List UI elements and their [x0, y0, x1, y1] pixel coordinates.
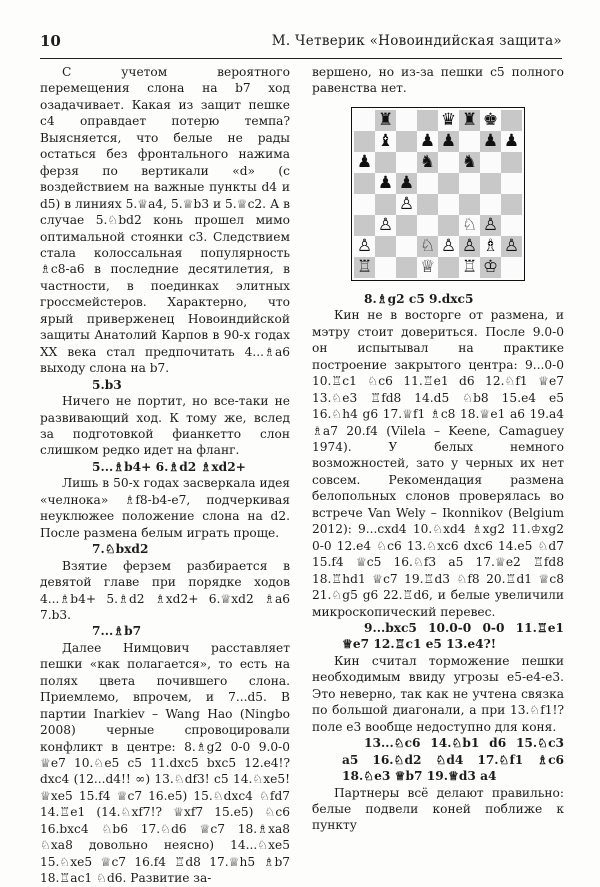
board-square — [396, 152, 417, 173]
board-square: ♟ — [375, 173, 396, 194]
board-square — [459, 131, 480, 152]
move-line: 8.♗g2 c5 9.dxc5 — [364, 291, 474, 306]
board-square — [396, 236, 417, 257]
board-square: ♜ — [459, 110, 480, 131]
board-square: ♜ — [375, 110, 396, 131]
board-square: ♗ — [480, 236, 501, 257]
board-square — [480, 152, 501, 173]
board-square — [438, 257, 459, 278]
board-square: ♙ — [375, 215, 396, 236]
board-square: ♚ — [480, 110, 501, 131]
board-square — [501, 215, 522, 236]
board-square — [396, 131, 417, 152]
board-square — [501, 257, 522, 278]
board-square — [354, 173, 375, 194]
board-square — [501, 194, 522, 215]
board-square — [417, 110, 438, 131]
paragraph: Лишь в 50-х годах засверкала идея «челнока» ♗f8-b4-e7, подчеркивая неуклюжее положение слона на d2. После размена белым играть проще. — [40, 476, 290, 540]
board-square: ♙ — [354, 236, 375, 257]
board-square — [354, 131, 375, 152]
board-square — [375, 257, 396, 278]
board-square — [459, 173, 480, 194]
board-square — [480, 173, 501, 194]
board-square: ♙ — [459, 236, 480, 257]
board-square: ♞ — [417, 152, 438, 173]
board-square — [417, 194, 438, 215]
running-title: М. Четверик «Новоиндийская защита» — [271, 33, 562, 49]
move-line: 7.♘bxd2 — [92, 542, 149, 557]
paragraph: Кин считал торможение пешки необходимым ввиду угрозы e5-e4-e3. Это неверно, так как не учтена связка по большой диагонали, а при 13.♘f1!? поле e3 вообще недоступно для коня. — [312, 653, 564, 734]
board-square — [459, 194, 480, 215]
board-square — [417, 215, 438, 236]
board-square: ♙ — [480, 215, 501, 236]
board-square: ♙ — [501, 236, 522, 257]
board-square — [354, 215, 375, 236]
board-square — [438, 194, 459, 215]
chess-board — [354, 110, 522, 278]
page-number: 10 — [40, 32, 61, 50]
chess-diagram — [351, 107, 525, 281]
board-square — [375, 236, 396, 257]
board-square: ♕ — [417, 257, 438, 278]
move-line: 5.b3 — [92, 377, 122, 392]
board-square: ♛ — [438, 110, 459, 131]
board-square — [375, 152, 396, 173]
board-square — [438, 173, 459, 194]
right-column — [312, 64, 564, 834]
move-line: 13...♘c6 14.♘b1 d6 15.♘c3 a5 16.♘d2 ♘d4 17.♘f1 ♗c6 18.♘e3 ♕b7 19.♕d3 a4 — [342, 736, 564, 784]
paragraph: Ничего не портит, но все-таки не развивающий ход. К тому же, вслед за подготовкой фианкетто слон слишком редко идет на фланг. — [40, 394, 290, 458]
paragraph: Взятие ферзем разбирается в девятой главе при порядке ходов 4...♗b4+ 5.♗d2 ♗xd2+ 6.♕xd2 ♗a6 7.b3. — [40, 558, 290, 622]
board-square: ♘ — [417, 236, 438, 257]
paragraph: Далее Нимцович расставляет пешки «как полагается», то есть на полях цвета почившего слона. Приемлемо, впрочем, и 7...d5. В партии Inarkiev – Wang Hao (Ningbo 2008) черные спровоцировали конфликт в центре: 8.♗g2 0-0 9.0-0 ♕e7 10.♘e5 c5 11.dxc5 bxc5 12.e4!? dxc4 (12...d4!! ∞) 13.♘df3! c5 14.♘xe5! ♕xe5 15.f4 ♕c7 16.e5) 15.♘dxc4 ♘fd7 14.♖e1 (14.♘xf7!? ♕xf7 15.e5) ♘c6 16.bxc4 ♘b6 17.♘d6 ♕c7 18.♗xa8 ♘xa8 довольно неясно) 14...♘xe5 15.♘xe5 ♕c7 16.f4 ♖d8 17.♕h5 ♗b7 18.♖ac1 ♘d6. Развитие за- — [40, 640, 290, 886]
board-square: ♞ — [459, 152, 480, 173]
board-square — [438, 215, 459, 236]
board-square — [501, 110, 522, 131]
board-square — [417, 173, 438, 194]
board-square: ♟ — [396, 173, 417, 194]
paragraph: Кин не в восторге от размена, и мэтру стоит довериться. После 9.0-0 он испытывал на практике построение закрытого центра: 9...0-0 10.♖c1 ♘c6 11.♖e1 d6 12.♘f1 ♕e7 13.♘e3 ♖fd8 14.d5 ♘b8 15.e4 e5 16.♘h4 g6 17.♕f1 ♗c8 18.♕e1 a6 19.a4 ♗a7 20.f4 (Vilela – Keene, Camaguey 1974). У белых немного возможностей, зато у черных их нет совсем. Рекомендация размена белопольных слонов проверялась во встрече Van Wely – Ikonnikov (Belgium 2012): 9...cxd4 10.♘xd4 ♗xg2 11.♔xg2 0-0 12.e4 ♘c6 13.♘xc6 dxc6 14.e5 ♘d7 15.f4 ♕c5 16.♘f3 a5 17.♕e2 ♖fd8 18.♖hd1 ♕c7 19.♖d3 ♘f8 20.♖d1 ♕c8 21.♘g5 g6 22.♖d6, и белые увеличили микроскопический перевес. — [312, 308, 564, 619]
move-line: 5...♗b4+ 6.♗d2 ♗xd2+ — [92, 459, 246, 474]
board-square — [396, 110, 417, 131]
board-square: ♘ — [459, 215, 480, 236]
board-square — [396, 257, 417, 278]
board-square: ♖ — [459, 257, 480, 278]
board-square: ♙ — [396, 194, 417, 215]
board-square: ♟ — [354, 152, 375, 173]
board-square: ♟ — [480, 131, 501, 152]
board-square — [438, 152, 459, 173]
board-square — [375, 194, 396, 215]
paragraph: Партнеры всё делают правильно: белые подвели коней поближе к пункту — [312, 785, 564, 833]
board-square — [501, 173, 522, 194]
board-square: ♟ — [438, 131, 459, 152]
left-column — [40, 64, 290, 887]
board-square — [396, 215, 417, 236]
board-square: ♟ — [501, 131, 522, 152]
board-square — [501, 152, 522, 173]
board-square — [480, 194, 501, 215]
board-square: ♔ — [480, 257, 501, 278]
board-square: ♝ — [375, 131, 396, 152]
page-header — [40, 32, 562, 59]
paragraph: вершено, но из-за пешки c5 полного равенства нет. — [312, 65, 564, 96]
board-square — [354, 110, 375, 131]
board-square — [354, 194, 375, 215]
move-line: 9...bxc5 10.0-0 0-0 11.♖e1 ♕e7 12.♖c1 e5 13.e4?! — [342, 620, 564, 652]
board-square: ♙ — [438, 236, 459, 257]
board-square: ♖ — [354, 257, 375, 278]
paragraph: С учетом вероятного перемещения слона на b7 ход озадачивает. Какая из защит пешке c4 оправдает потерю темпа? Выясняется, что белые не рады остаться без фронтального нажима ферзя по вертикали «d» (с воздействием на важные пункты d4 и d5) в линиях 5.♕a4, 5.♕b3 и 5.♕c2. А в случае 5.♘bd2 конь прошел мимо оптимальной стоянки c3. Следствием стала колоссальная популярность ♗c8-a6 в последние десятилетия, в частности, в поединках элитных гроссмейстеров. Характерно, что ярый приверженец Новоиндийской защиты Анатолий Карпов в 90-х годах XX века стал предпочитать 4...♗a6 выходу слона на b7. — [40, 65, 290, 376]
move-line: 7...♗b7 — [92, 624, 142, 639]
board-square: ♟ — [417, 131, 438, 152]
